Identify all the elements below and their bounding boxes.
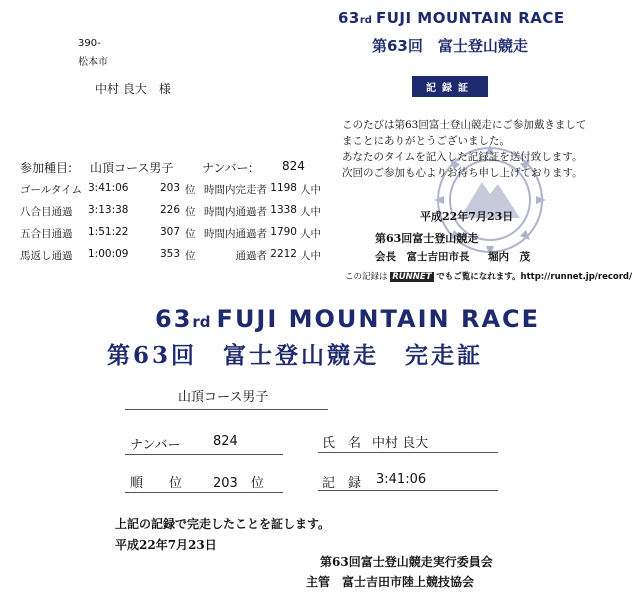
cert-rank-value: 203 位 bbox=[213, 476, 264, 491]
cert-number-underline bbox=[125, 454, 283, 455]
postal-code: 390- bbox=[78, 38, 101, 49]
notice-message-line: このたびは第63回富士登山競走にご参加戴きまして bbox=[342, 119, 587, 131]
cert-number-label: ナンバー bbox=[130, 438, 181, 453]
cert-record-underline bbox=[318, 490, 498, 491]
result-count-unit: 人中 bbox=[300, 250, 321, 262]
result-group: 通過者 bbox=[235, 250, 267, 262]
result-rank: 226 bbox=[159, 204, 180, 216]
notice-race-title bbox=[338, 8, 565, 27]
notice-footnote-post: でもご覧になれます。http://runnet.jp/record/ bbox=[436, 272, 633, 282]
result-time: 3:41:06 bbox=[88, 182, 129, 194]
result-count-unit: 人中 bbox=[300, 206, 321, 218]
recipient-name: 中村 良大 様 bbox=[95, 82, 171, 96]
result-count: 1338 bbox=[270, 204, 297, 216]
result-count: 2212 bbox=[270, 248, 297, 260]
result-time: 1:00:09 bbox=[88, 248, 129, 260]
notice-subtitle: 第63回 富士登山競走 bbox=[372, 37, 528, 55]
cert-title-text: FUJI MOUNTAIN RACE bbox=[216, 305, 541, 333]
cert-subtitle: 第63回 富士登山競走 完走証 bbox=[107, 342, 484, 369]
number-value: 824 bbox=[282, 159, 305, 173]
notice-footnote-pre: この記録は bbox=[345, 272, 388, 282]
cert-category-underline bbox=[125, 409, 328, 410]
notice-title-ord: rd bbox=[359, 15, 372, 26]
result-rank-unit: 位 bbox=[185, 250, 196, 262]
result-rank: 203 bbox=[159, 182, 180, 194]
result-rank-unit: 位 bbox=[185, 228, 196, 240]
cert-record-label: 記 録 bbox=[322, 476, 362, 491]
notice-message-line: あなたのタイムを記入した記録証を送付致します。 bbox=[342, 151, 583, 163]
cert-date: 平成22年7月23日 bbox=[115, 538, 217, 552]
cert-rank-underline bbox=[125, 492, 283, 493]
result-rank: 307 bbox=[159, 226, 180, 238]
result-rank-unit: 位 bbox=[185, 206, 196, 218]
result-rank-unit: 位 bbox=[185, 184, 196, 196]
category-label: 参加種目: bbox=[20, 161, 73, 175]
notice-message-line: まことにありがとうございました。 bbox=[342, 135, 510, 147]
notice-org: 第63回富士登山競走 bbox=[375, 232, 479, 245]
notice-mayor-title: 会長 富士吉田市長 bbox=[375, 251, 470, 263]
cert-name-label: 氏 名 bbox=[322, 436, 362, 451]
city: 松本市 bbox=[78, 57, 108, 68]
result-count-unit: 人中 bbox=[300, 228, 321, 240]
result-rank: 353 bbox=[159, 248, 180, 260]
notice-footnote bbox=[345, 270, 632, 282]
notice-title-text: FUJI MOUNTAIN RACE bbox=[375, 9, 565, 27]
result-group: 時間内通過者 bbox=[204, 206, 267, 218]
notice-message-line: 次回のご参加も心よりお待ち申し上げております。 bbox=[342, 167, 583, 179]
notice-message bbox=[342, 117, 592, 181]
cert-race-title bbox=[155, 305, 540, 333]
cert-rank-label: 順 位 bbox=[130, 476, 183, 491]
result-count: 1790 bbox=[270, 226, 297, 238]
result-point: ゴールタイム bbox=[20, 184, 83, 196]
cert-record-value: 3:41:06 bbox=[376, 472, 427, 487]
category-value: 山頂コース男子 bbox=[90, 161, 174, 175]
cert-name-value: 中村 良大 bbox=[372, 436, 429, 451]
runnet-logo: RUNNET bbox=[392, 272, 432, 282]
notice-badge: 記録証 bbox=[412, 76, 488, 97]
result-point: 馬返し通過 bbox=[20, 250, 73, 262]
result-count-unit: 人中 bbox=[300, 184, 321, 196]
number-label: ナンバー: bbox=[202, 161, 253, 175]
notice-date: 平成22年7月23日 bbox=[420, 210, 514, 223]
cert-statement: 上記の記録で完走したことを証します。 bbox=[115, 517, 331, 531]
cert-name-underline bbox=[318, 452, 498, 453]
cert-category: 山頂コース男子 bbox=[178, 390, 269, 405]
cert-title-num: 63 bbox=[155, 305, 193, 333]
cert-committee: 第63回富士登山競走実行委員会 bbox=[320, 555, 493, 569]
notice-mayor-name: 堀内 茂 bbox=[488, 251, 530, 263]
cert-title-ord: rd bbox=[192, 313, 211, 331]
notice-title-num: 63 bbox=[338, 9, 360, 27]
result-group: 時間内通過者 bbox=[204, 228, 267, 240]
result-count: 1198 bbox=[270, 182, 297, 194]
result-time: 3:13:38 bbox=[88, 204, 129, 216]
result-point: 八合目通過 bbox=[20, 206, 73, 218]
cert-organizer: 主管 富士吉田市陸上競技協会 bbox=[306, 575, 475, 589]
cert-number-value: 824 bbox=[213, 434, 238, 449]
result-time: 1:51:22 bbox=[88, 226, 129, 238]
result-point: 五合目通過 bbox=[20, 228, 73, 240]
result-group: 時間内完走者 bbox=[204, 184, 267, 196]
